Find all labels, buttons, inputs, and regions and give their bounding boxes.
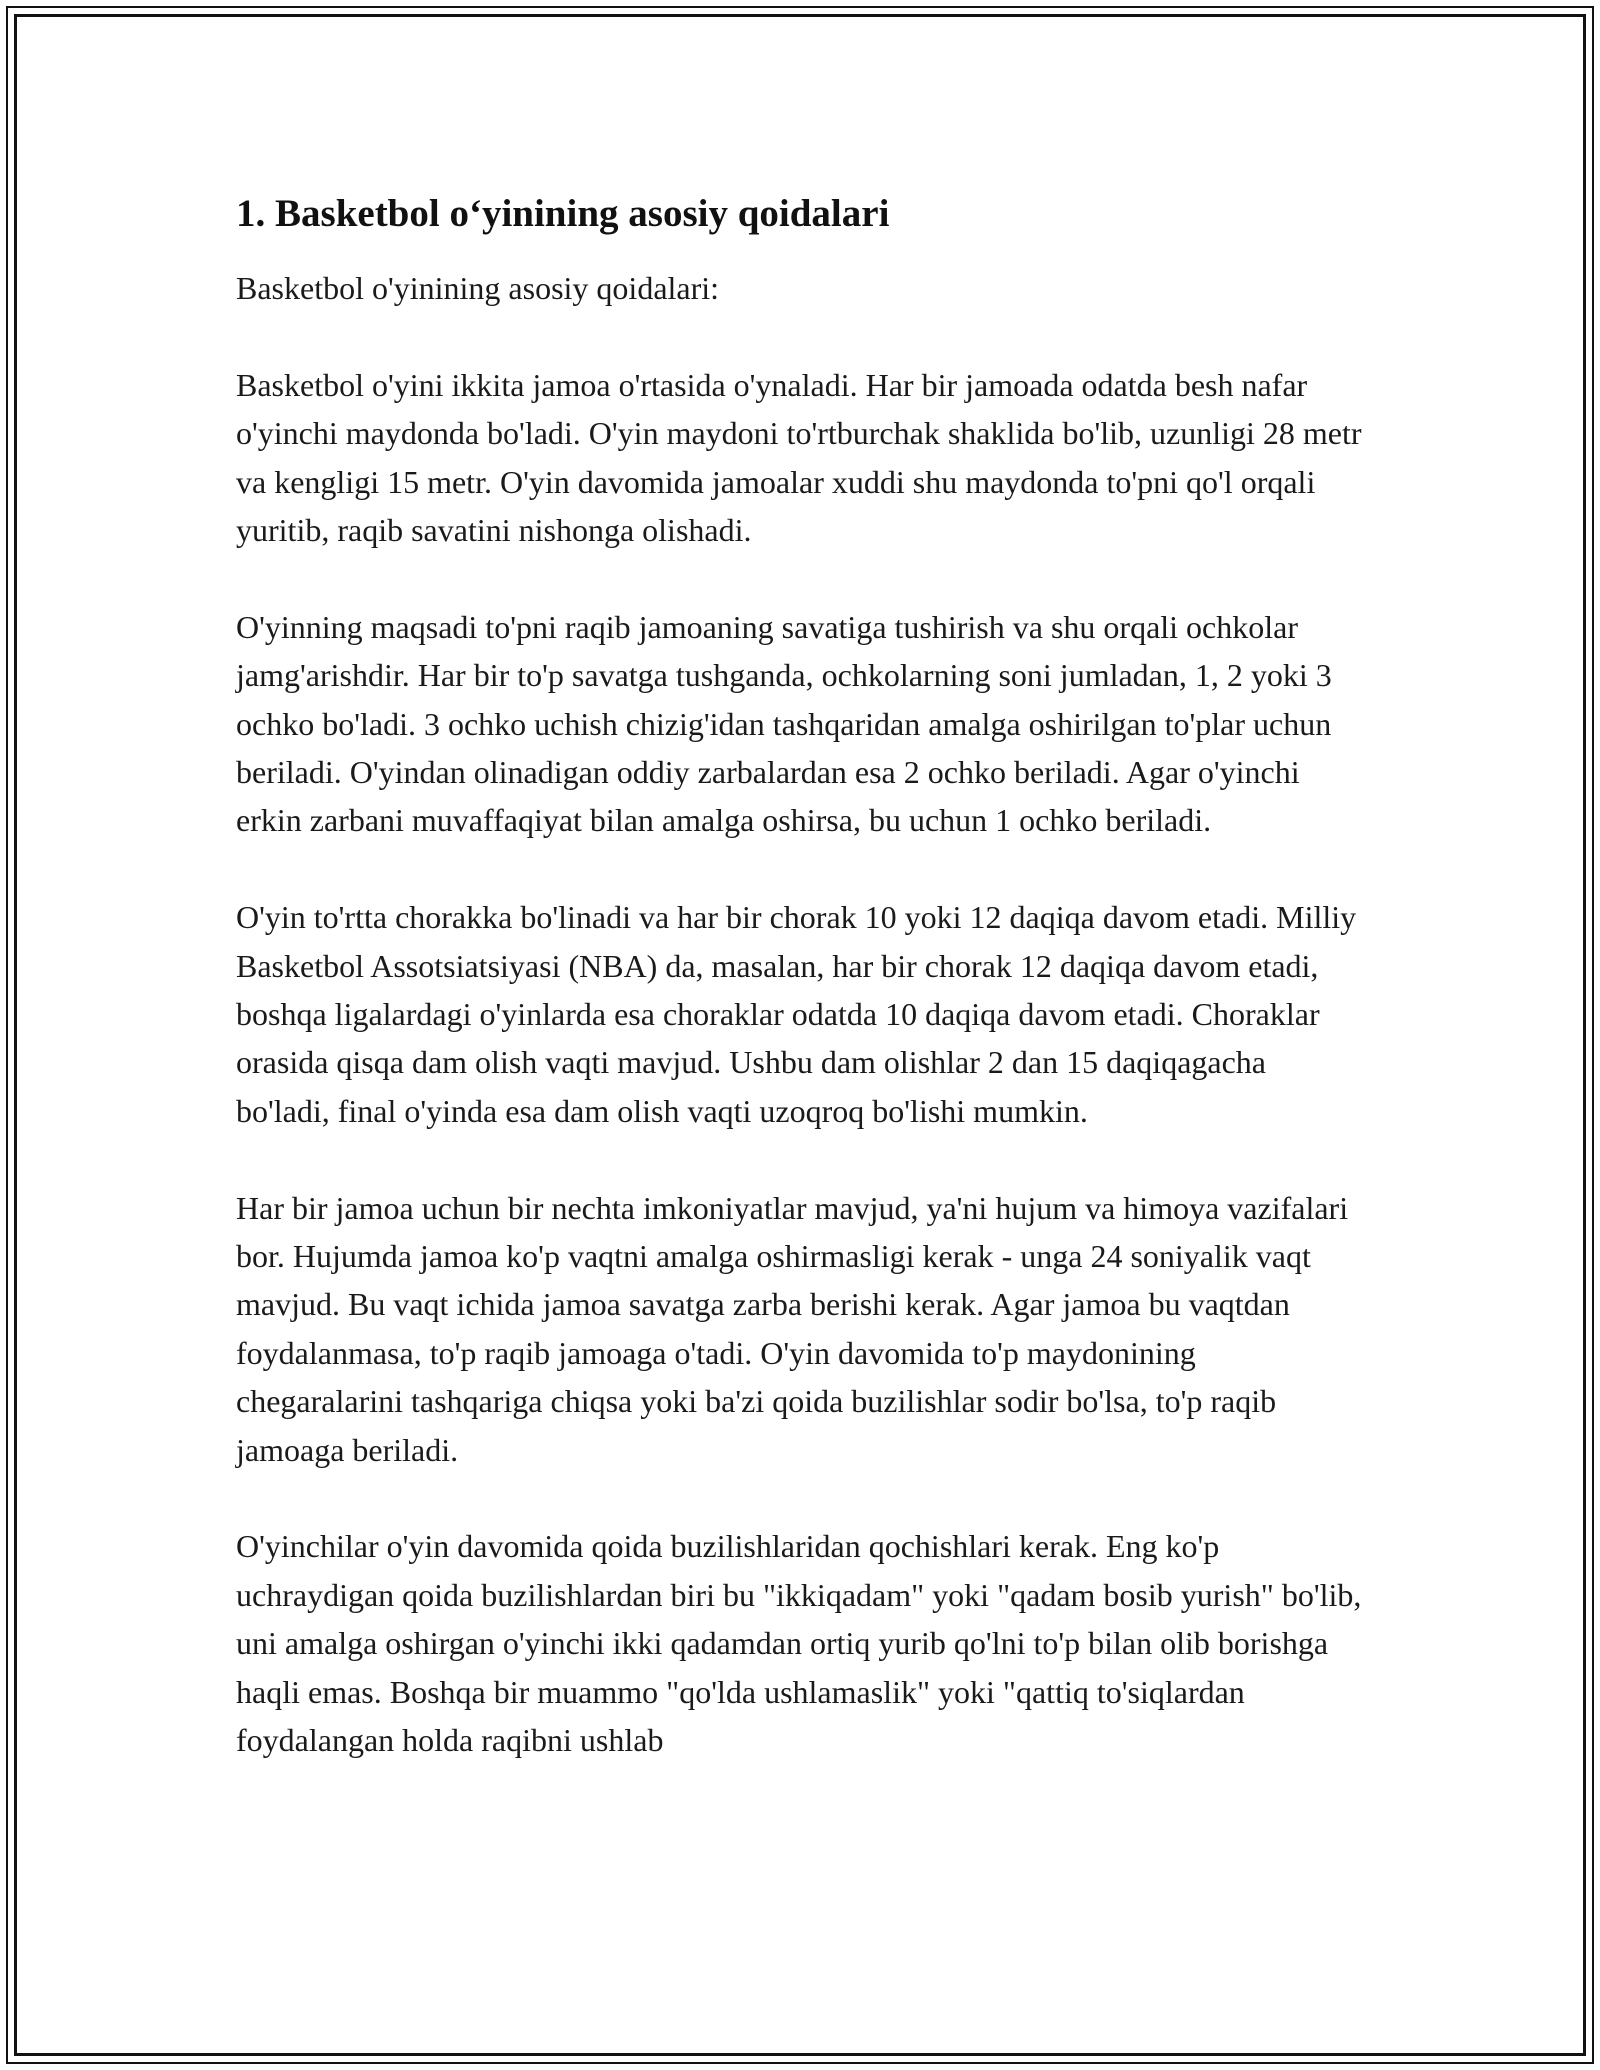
paragraph-possession: Har bir jamoa uchun bir nechta imkoniyatlar mavjud, ya'ni hujum va himoya vazifalari bor. Hujumda jamoa ko'p vaqtni amalga oshirmasligi kerak - unga 24 soniyalik vaqt mavjud. Bu vaqt ichida jamoa savatga zarba berishi kerak. Agar jamoa bu vaqtdan foydalanmasa, to'p raqib jamoaga o'tadi. O'yin davomida to'p maydonining chegaralarini tashqariga chiqsa yoki ba'zi qoida buzilishlar sodir bo'lsa, to'p raqib jamoaga beriladi. <box>236 1189 1349 1468</box>
document-body <box>236 190 1366 1813</box>
section-heading: 1. Basketbol o‘yinining asosiy qoidalari <box>236 192 890 235</box>
paragraph-violations: O'yinchilar o'yin davomida qoida buzilishlaridan qochishlari kerak. Eng ko'p uchraydigan qoida buzilishlardan biri bu "ikkiqadam" yoki "qadam bosib yurish" bo'lib, uni amalga oshirgan o'yinchi ikki qadamdan ortiq yurib qo'lni to'p bilan olib borishga haqli emas. Boshqa bir muammo "qo'lda ushlamaslik" yoki "qattiq to'siqlardan foydalangan holda raqibni ushlab <box>236 1528 1362 1759</box>
intro-paragraph: Basketbol o'yinining asosiy qoidalari: <box>236 270 720 306</box>
paragraph-quarters: O'yin to'rtta chorakka bo'linadi va har bir chorak 10 yoki 12 daqiqa davom etadi. Milliy Basketbol Assotsiatsiyasi (NBA) da, masalan, har bir chorak 12 daqiqa davom etadi, boshqa ligalardagi o'yinlarda esa choraklar odatda 10 daqiqa davom etadi. Choraklar orasida qisqa dam olish vaqti mavjud. Ushbu dam olishlar 2 dan 15 daqiqagacha bo'ladi, final o'yinda esa dam olish vaqti uzoqroq bo'lishi mumkin. <box>236 899 1357 1129</box>
paragraph-scoring: O'yinning maqsadi to'pni raqib jamoaning savatiga tushirish va shu orqali ochkolar jamg'arishdir. Har bir to'p savatga tushganda, ochkolarning soni jumladan, 1, 2 yoki 3 ochko bo'ladi. 3 ochko uchish chizig'idan tashqaridan amalga oshirilgan to'plar uchun beriladi. O'yindan olinadigan oddiy zarbalardan esa 2 ochko beriladi. Agar o'yinchi erkin zarbani muvaffaqiyat bilan amalga oshirsa, bu uchun 1 ochko beriladi. <box>236 608 1332 839</box>
paragraph-court: Basketbol o'yini ikkita jamoa o'rtasida o'ynaladi. Har bir jamoada odatda besh nafar o'yinchi maydonda bo'ladi. O'yin maydoni to'rtburchak shaklida bo'lib, uzunligi 28 metr va kengligi 15 metr. O'yin davomida jamoalar xuddi shu maydonda to'pni qo'l orqali yuritib, raqib savatini nishonga olishadi. <box>236 366 1362 549</box>
